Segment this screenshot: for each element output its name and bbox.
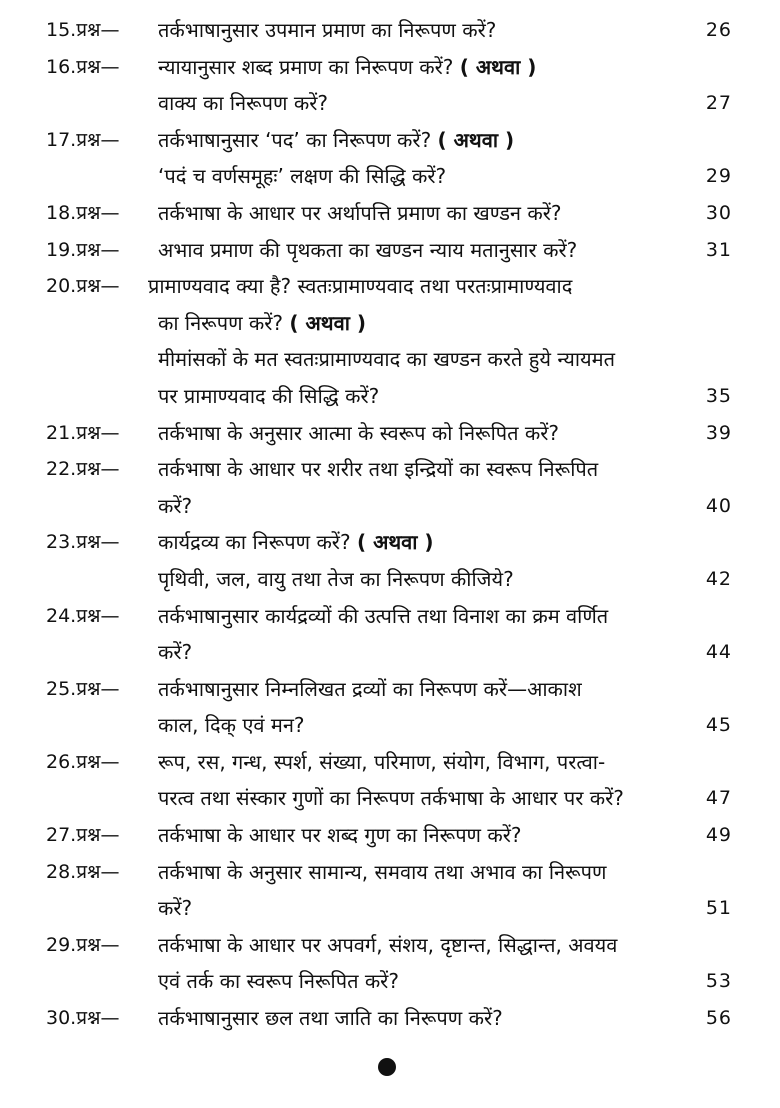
question-text [158,890,192,927]
page-number: 35 [705,384,732,407]
question-number: 15.प्रश्न— [46,19,120,41]
page-number: 29 [705,165,732,188]
question-text [158,707,305,744]
question-text-body: का निरूपण करें? [158,310,284,335]
question-text-body: कार्यद्रव्य का निरूपण करें? [158,530,351,555]
question-text [158,780,624,817]
toc-entry [0,671,780,744]
question-text-body: न्यायानुसार शब्द प्रमाण का निरूपण करें? [158,54,454,79]
question-text-body: करें? [158,640,193,665]
entry-line [0,1000,780,1037]
question-text-body: प्रामाण्यवाद क्या है? स्वतःप्रामाण्यवाद तथा परतःप्रामाण्यवाद [148,274,573,299]
toc-entry [0,854,780,927]
entry-line [0,780,780,817]
question-number: 21.प्रश्न— [46,421,120,444]
question-text [158,122,514,159]
question-text [158,85,328,122]
question-text [158,671,582,708]
entry-line [0,634,780,671]
question-text-body: करें? [158,493,193,518]
athva-label: ( अथवा ) [437,127,515,152]
question-number: 23.प्रश्न— [46,531,120,554]
question-number: 16.प्रश्न— [46,55,120,78]
page-number: 30 [705,201,732,224]
athva-label: ( अथवा ) [459,54,537,79]
athva-label: ( अथवा ) [356,530,434,555]
question-text [158,524,434,561]
entry-line [0,671,780,708]
page-number: 42 [705,567,732,590]
question-text [158,305,366,342]
page-number: 40 [705,494,732,517]
toc-entry [0,268,780,414]
entry-line [0,49,780,86]
page-number: 31 [705,238,732,261]
entry-line [0,451,780,488]
toc-entry [0,12,780,49]
toc-entry [0,451,780,524]
question-number: 25.प्रश्न— [46,677,120,700]
question-text-body: पर प्रामाण्यवाद की सिद्धि करें? [158,383,380,408]
question-text [158,854,606,891]
question-text-body: रूप, रस, गन्ध, स्पर्श, संख्या, परिमाण, संयोग, विभाग, परत्वा- [158,749,606,774]
page-number: 44 [705,641,732,664]
page-number: 45 [705,714,732,737]
question-number: 24.प्रश्न— [46,604,120,627]
question-number: 19.प्रश्न— [46,238,120,261]
entry-line [0,963,780,1000]
entry-line [0,268,780,305]
question-text-body: एवं तर्क का स्वरूप निरूपित करें? [158,969,399,994]
toc-entry [0,49,780,122]
question-text-body: तर्कभाषा के आधार पर शब्द गुण का निरूपण करें? [158,823,522,848]
entry-line [0,890,780,927]
question-text-body: तर्कभाषानुसार निम्नलिखत द्रव्यों का निरूपण करें—आकाश [158,676,582,701]
entry-line [0,341,780,378]
question-text [158,817,522,854]
page-number: 56 [705,1007,732,1030]
question-text [158,927,617,964]
question-text [158,598,608,635]
question-number: 17.प्रश्न— [46,128,120,151]
question-text [158,451,598,488]
question-text [158,963,399,1000]
bullet-mark [378,1058,396,1076]
entry-line [0,12,780,49]
page-number: 47 [705,787,732,810]
question-text-body: परत्व तथा संस्कार गुणों का निरूपण तर्कभाषा के आधार पर करें? [158,786,624,811]
question-text [158,1000,503,1037]
question-text [158,634,192,671]
toc-entry [0,122,780,195]
question-number: 28.प्रश्न— [46,860,120,883]
question-text-body: तर्कभाषा के अनुसार आत्मा के स्वरूप को निरूपित करें? [158,420,560,445]
page-number: 26 [705,19,732,41]
page-number: 51 [705,897,732,920]
question-text-body: तर्कभाषानुसार कार्यद्रव्यों की उत्पत्ति तथा विनाश का क्रम वर्णित [158,603,609,628]
question-number: 29.प्रश्न— [46,933,120,956]
question-text [158,341,615,378]
entry-line [0,927,780,964]
question-text-body: अभाव प्रमाण की पृथकता का खण्डन न्याय मतानुसार करें? [158,237,578,262]
toc-entry [0,232,780,269]
entry-line [0,85,780,122]
question-text-body: तर्कभाषा के अनुसार सामान्य, समवाय तथा अभाव का निरूपण [158,859,607,884]
page-number: 39 [705,421,732,444]
entry-line [0,378,780,415]
entry-line [0,524,780,561]
toc-entry [0,744,780,817]
toc-entry [0,524,780,597]
question-text-body: तर्कभाषा के आधार पर शरीर तथा इन्द्रियों का स्वरूप निरूपित [158,457,599,482]
entry-line [0,744,780,781]
entry-line [0,195,780,232]
entry-line [0,158,780,195]
question-text [158,158,446,195]
entry-line [0,854,780,891]
page-number: 53 [705,970,732,993]
question-text-body: मीमांसकों के मत स्वतःप्रामाण्यवाद का खण्डन करते हुये न्यायमत [158,347,615,372]
question-text-body: काल, दिक् एवं मन? [158,713,305,738]
entry-line [0,707,780,744]
question-text [158,415,559,452]
entry-line [0,232,780,269]
question-number: 20.प्रश्न— [46,275,120,298]
table-of-contents [0,12,780,1072]
question-number: 30.प्रश्न— [46,1007,120,1030]
question-text-body: ‘पदं च वर्णसमूहः’ लक्षण की सिद्धि करें? [158,164,447,189]
question-number: 18.प्रश्न— [46,201,120,224]
entry-line [0,598,780,635]
question-number: 26.प्रश्न— [46,750,120,773]
question-text [158,49,536,86]
question-text [158,561,514,598]
toc-entry [0,1000,780,1037]
question-text [158,378,379,415]
question-text [158,744,605,781]
toc-entry [0,927,780,1000]
toc-entry [0,598,780,671]
question-number: 22.प्रश्न— [46,458,120,481]
entry-line [0,561,780,598]
toc-entry [0,195,780,232]
athva-label: ( अथवा ) [289,310,366,335]
question-text [148,268,572,305]
question-number: 27.प्रश्न— [46,824,120,847]
question-text [158,232,577,269]
question-text [158,488,192,525]
question-text-body: तर्कभाषानुसार उपमान प्रमाण का निरूपण करें? [158,18,497,42]
question-text-body: वाक्य का निरूपण करें? [158,91,329,116]
entry-line [0,122,780,159]
entry-line [0,817,780,854]
question-text-body: पृथिवी, जल, वायु तथा तेज का निरूपण कीजिये? [158,566,514,591]
question-text-body: तर्कभाषानुसार छल तथा जाति का निरूपण करें? [158,1006,503,1031]
question-text [158,12,496,49]
toc-entry [0,415,780,452]
question-text [158,195,562,232]
question-text-body: तर्कभाषानुसार ‘पद’ का निरूपण करें? [158,127,432,152]
page-number: 27 [705,92,732,115]
entry-line [0,415,780,452]
toc-entry [0,817,780,854]
entry-line [0,305,780,342]
question-text-body: तर्कभाषा के आधार पर अपवर्ग, संशय, दृष्टान्त, सिद्धान्त, अवयव [158,932,618,957]
question-text-body: तर्कभाषा के आधार पर अर्थापत्ति प्रमाण का खण्डन करें? [158,200,562,225]
question-text-body: करें? [158,896,193,921]
page-number: 49 [705,824,732,847]
entry-line [0,488,780,525]
